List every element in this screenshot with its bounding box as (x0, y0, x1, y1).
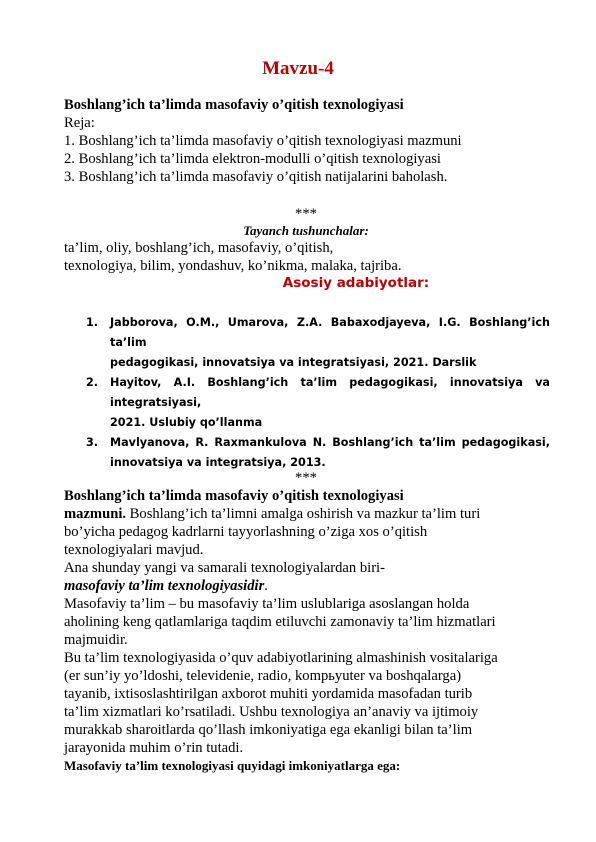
literature-list (86, 313, 550, 473)
paragraph-line: jarayonida muhim o’rin tutadi. (64, 740, 244, 756)
plan-item: 2. Boshlang’ich ta’limda elektron-modulli o’qitish texnologiyasi (64, 151, 441, 167)
paragraph-line: ta’lim xizmatlari ko’rsatiladi. Ushbu texnologiya an’anaviy va ijtimoiy (64, 704, 479, 720)
page-title: Mavzu-4 (262, 58, 334, 79)
separator-text: *** (295, 206, 317, 222)
paragraph-line: majmuidir. (64, 632, 128, 648)
literature-item (86, 373, 550, 433)
literature-label-wrap (64, 274, 548, 292)
keywords-label: Tayanch tushunchalar: (243, 223, 369, 238)
literature-line: 2021. Uslubiy qo’llanma (110, 416, 263, 429)
paragraph-line: Masofaviy ta’lim – bu masofaviy ta’lim uslublariga asoslangan holda (64, 596, 470, 612)
keywords-line: texnologiya, bilim, yondashuv, ko’nikma, malaka, tajriba. (64, 258, 402, 274)
paragraph-line: murakkab sharoitlarda qo’llash imkoniyatiga ega ekanligi bilan ta’lim (64, 722, 473, 738)
separator-text: *** (295, 470, 317, 486)
paragraph-line: tayanib, ixtisoslashtirilgan axborot muhiti yordamida masofadan turib (64, 686, 473, 702)
separator (64, 205, 548, 223)
literature-line: Hayitov, A.I. Boshlang’ich ta’lim pedagogikasi, innovatsiya va integratsiyasi, (110, 376, 550, 409)
literature-line: Mavlyanova, R. Raxmankulova N. Boshlang’ich ta’lim pedagogikasi, (110, 436, 550, 449)
paragraph-line: bo’yicha pedagog kadrlarni tayyorlashning o’ziga xos o’qitish (64, 524, 428, 540)
paragraph-line: aholining keng qatlamlariga taqdim etiluvchi zamonaviy ta’lim hizmatlari (64, 614, 496, 630)
paragraph-line: Bu ta’lim texnologiyasida o’quv adabiyotlarining almashinish vositalariga (64, 650, 498, 666)
keywords-label-wrap (64, 222, 548, 240)
paragraph-line: texnologiyalari mavjud. (64, 542, 204, 558)
literature-line: innovatsiya va integratsiya, 2013. (110, 456, 326, 469)
literature-item (86, 433, 550, 473)
keywords-line: ta’lim, oliy, boshlang’ich, masofaviy, o’qitish, (64, 240, 334, 256)
section-heading-end: mazmuni. (64, 506, 127, 522)
emphasis-text: masofaviy ta’lim texnologiyasidir (64, 578, 265, 594)
literature-num: 2. (86, 376, 99, 389)
plan-item: 3. Boshlang’ich ta’limda masofaviy o’qitish natijalarini baholash. (64, 169, 448, 185)
plan-item: 1. Boshlang’ich ta’limda masofaviy o’qitish texnologiyasi mazmuni (64, 133, 462, 149)
literature-num: 1. (86, 316, 99, 329)
section-heading: Boshlang’ich ta’limda masofaviy o’qitish texnologiyasi (64, 488, 404, 504)
paragraph-line: (er sun’iy yo’ldoshi, televidenie, radio, kompьyuter va boshqalarga) (64, 668, 462, 684)
section-block (64, 487, 548, 775)
plan-label: Reja: (64, 115, 95, 131)
paragraph-text: . (264, 578, 268, 594)
paragraph-line: Ana shunday yangi va samarali texnologiyalardan biri- (64, 560, 385, 576)
intro-block (64, 96, 548, 186)
paragraph-text: Boshlang’ich ta’limni amalga oshirish va mazkur ta’lim turi (126, 506, 481, 522)
literature-label: Asosiy adabiyotlar: (282, 275, 430, 291)
keywords-block (64, 239, 548, 275)
separator (64, 469, 548, 487)
literature-num: 3. (86, 436, 99, 449)
literature-line: Jabborova, O.M., Umarova, Z.A. Babaxodjayeva, I.G. Boshlang’ich ta’lim (110, 316, 550, 349)
literature-line: pedagogikasi, innovatsiya va integratsiyasi, 2021. Darslik (110, 356, 477, 369)
literature-item (86, 313, 550, 373)
topic-heading: Boshlang’ich ta’limda masofaviy o’qitish texnologiyasi (64, 97, 404, 113)
final-heading: Masofaviy ta’lim texnologiyasi quyidagi imkoniyatlarga ega: (64, 758, 401, 773)
